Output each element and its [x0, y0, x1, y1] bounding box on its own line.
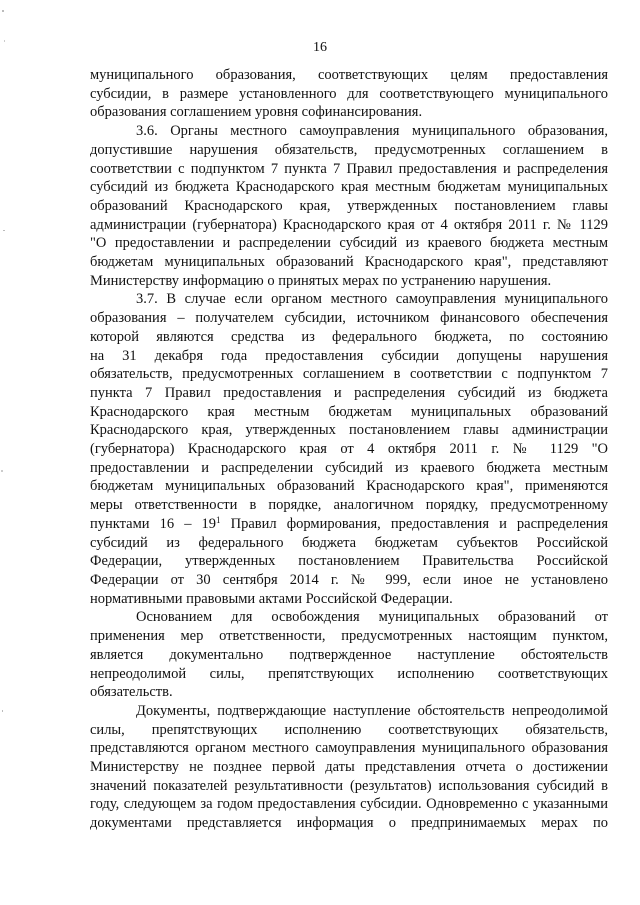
- text-line: нормативными правовыми актами Российской Федерации.: [90, 590, 453, 607]
- text-line: 3.6. Органы местного самоуправления муниципального образования,: [136, 123, 608, 140]
- scan-edge-noise: [0, 0, 8, 905]
- text-line: Министерству не позднее первой даты представления отчета о достижении: [90, 759, 608, 776]
- text-line: силы, препятствующих исполнению соответствующих обязательств,: [90, 721, 608, 738]
- text-line: обязательств, предусмотренных соглашением в соответствии с подпунктом 7: [90, 366, 608, 383]
- text-line: соответствии с подпунктом 7 пункта 7 Правил предоставления и распределения: [90, 160, 608, 177]
- superscript: 1: [216, 514, 221, 525]
- text-line: бюджетам муниципальных образований Краснодарского края", применяются: [90, 478, 608, 495]
- text-line: пунктами $16 - 19^1$ Правил формирования, предоставления и распределения: [90, 514, 608, 532]
- text-line: (губернатора) Краснодарского края от 4 октября 2011 г. № 1129 "О: [90, 441, 608, 458]
- text-line: "О предоставлении и распределении субсидий из краевого бюджета местным: [90, 235, 608, 252]
- text-line: Основанием для освобождения муниципальных образований от: [136, 609, 608, 626]
- text-line: субсидии, в размере установленного для соответствующего муниципального: [90, 85, 608, 102]
- text-line: Федерации, утвержденных постановлением Правительства Российской: [90, 553, 608, 570]
- document-body: [90, 66, 608, 833]
- text-line: представляются органом местного самоуправления муниципального образования: [90, 740, 608, 757]
- text-line: документами представляется информация о предпринимаемых мерах по: [90, 815, 608, 832]
- text-line: году, следующем за годом предоставления субсидии. Одновременно с указанными: [90, 796, 608, 813]
- text-line: является документально подтвержденное наступление обстоятельств: [90, 646, 608, 663]
- page-number: 16: [313, 40, 327, 55]
- text-line: Документы, подтверждающие наступление обстоятельств непреодолимой: [136, 702, 608, 719]
- text-line: 3.7. В случае если органом местного самоуправления муниципального: [136, 291, 608, 308]
- text-line: бюджетам муниципальных образований Краснодарского края", представляют: [90, 254, 608, 271]
- text-line: администрации (губернатора) Краснодарского края от 4 октября 2011 г. № 1129: [90, 216, 608, 233]
- text-line: субсидий из федерального бюджета бюджетам субъектов Российской: [90, 534, 608, 551]
- text-line: значений показателей результативности (результатов) использования субсидий в: [90, 777, 608, 794]
- text-line: предоставлении и распределении субсидий из краевого бюджета местным: [90, 459, 608, 476]
- text-line: непреодолимой силы, препятствующих исполнению соответствующих: [90, 665, 608, 682]
- text-line: обязательств.: [90, 684, 173, 701]
- text-line: которой являются средства из федерального бюджета, по состоянию: [90, 328, 608, 345]
- text-line: образования соглашением уровня софинансирования.: [90, 104, 423, 121]
- text-line: субсидий из бюджета Краснодарского края местным бюджетам муниципальных: [90, 179, 608, 196]
- text-line: образования – получателем субсидии, источником финансового обеспечения: [90, 310, 608, 327]
- text-line: применения мер ответственности, предусмотренных настоящим пунктом,: [90, 628, 608, 645]
- text-line: муниципального образования, соответствующих целям предоставления: [90, 67, 608, 83]
- text-line: образований Краснодарского края, утвержденных постановлением главы: [90, 197, 608, 214]
- text-line: Федерации от 30 сентября 2014 г. № 999, если иное не установлено: [90, 571, 608, 588]
- text-line: Министерству информацию о принятых мерах по устранению нарушения.: [90, 272, 552, 289]
- text-line: на 31 декабря года предоставления субсидии допущены нарушения: [90, 347, 608, 364]
- text-line: меры ответственности в порядке, аналогичном порядку, предусмотренному: [90, 497, 608, 514]
- text-line: Краснодарского края, утвержденных постановлением главы администрации: [90, 422, 608, 439]
- text-line: Краснодарского края местным бюджетам муниципальных образований: [90, 403, 608, 420]
- text-line: пункта 7 Правил предоставления и распределения субсидий из бюджета: [90, 384, 608, 401]
- text-line: допустившие нарушения обязательств, предусмотренных соглашением в: [90, 141, 608, 158]
